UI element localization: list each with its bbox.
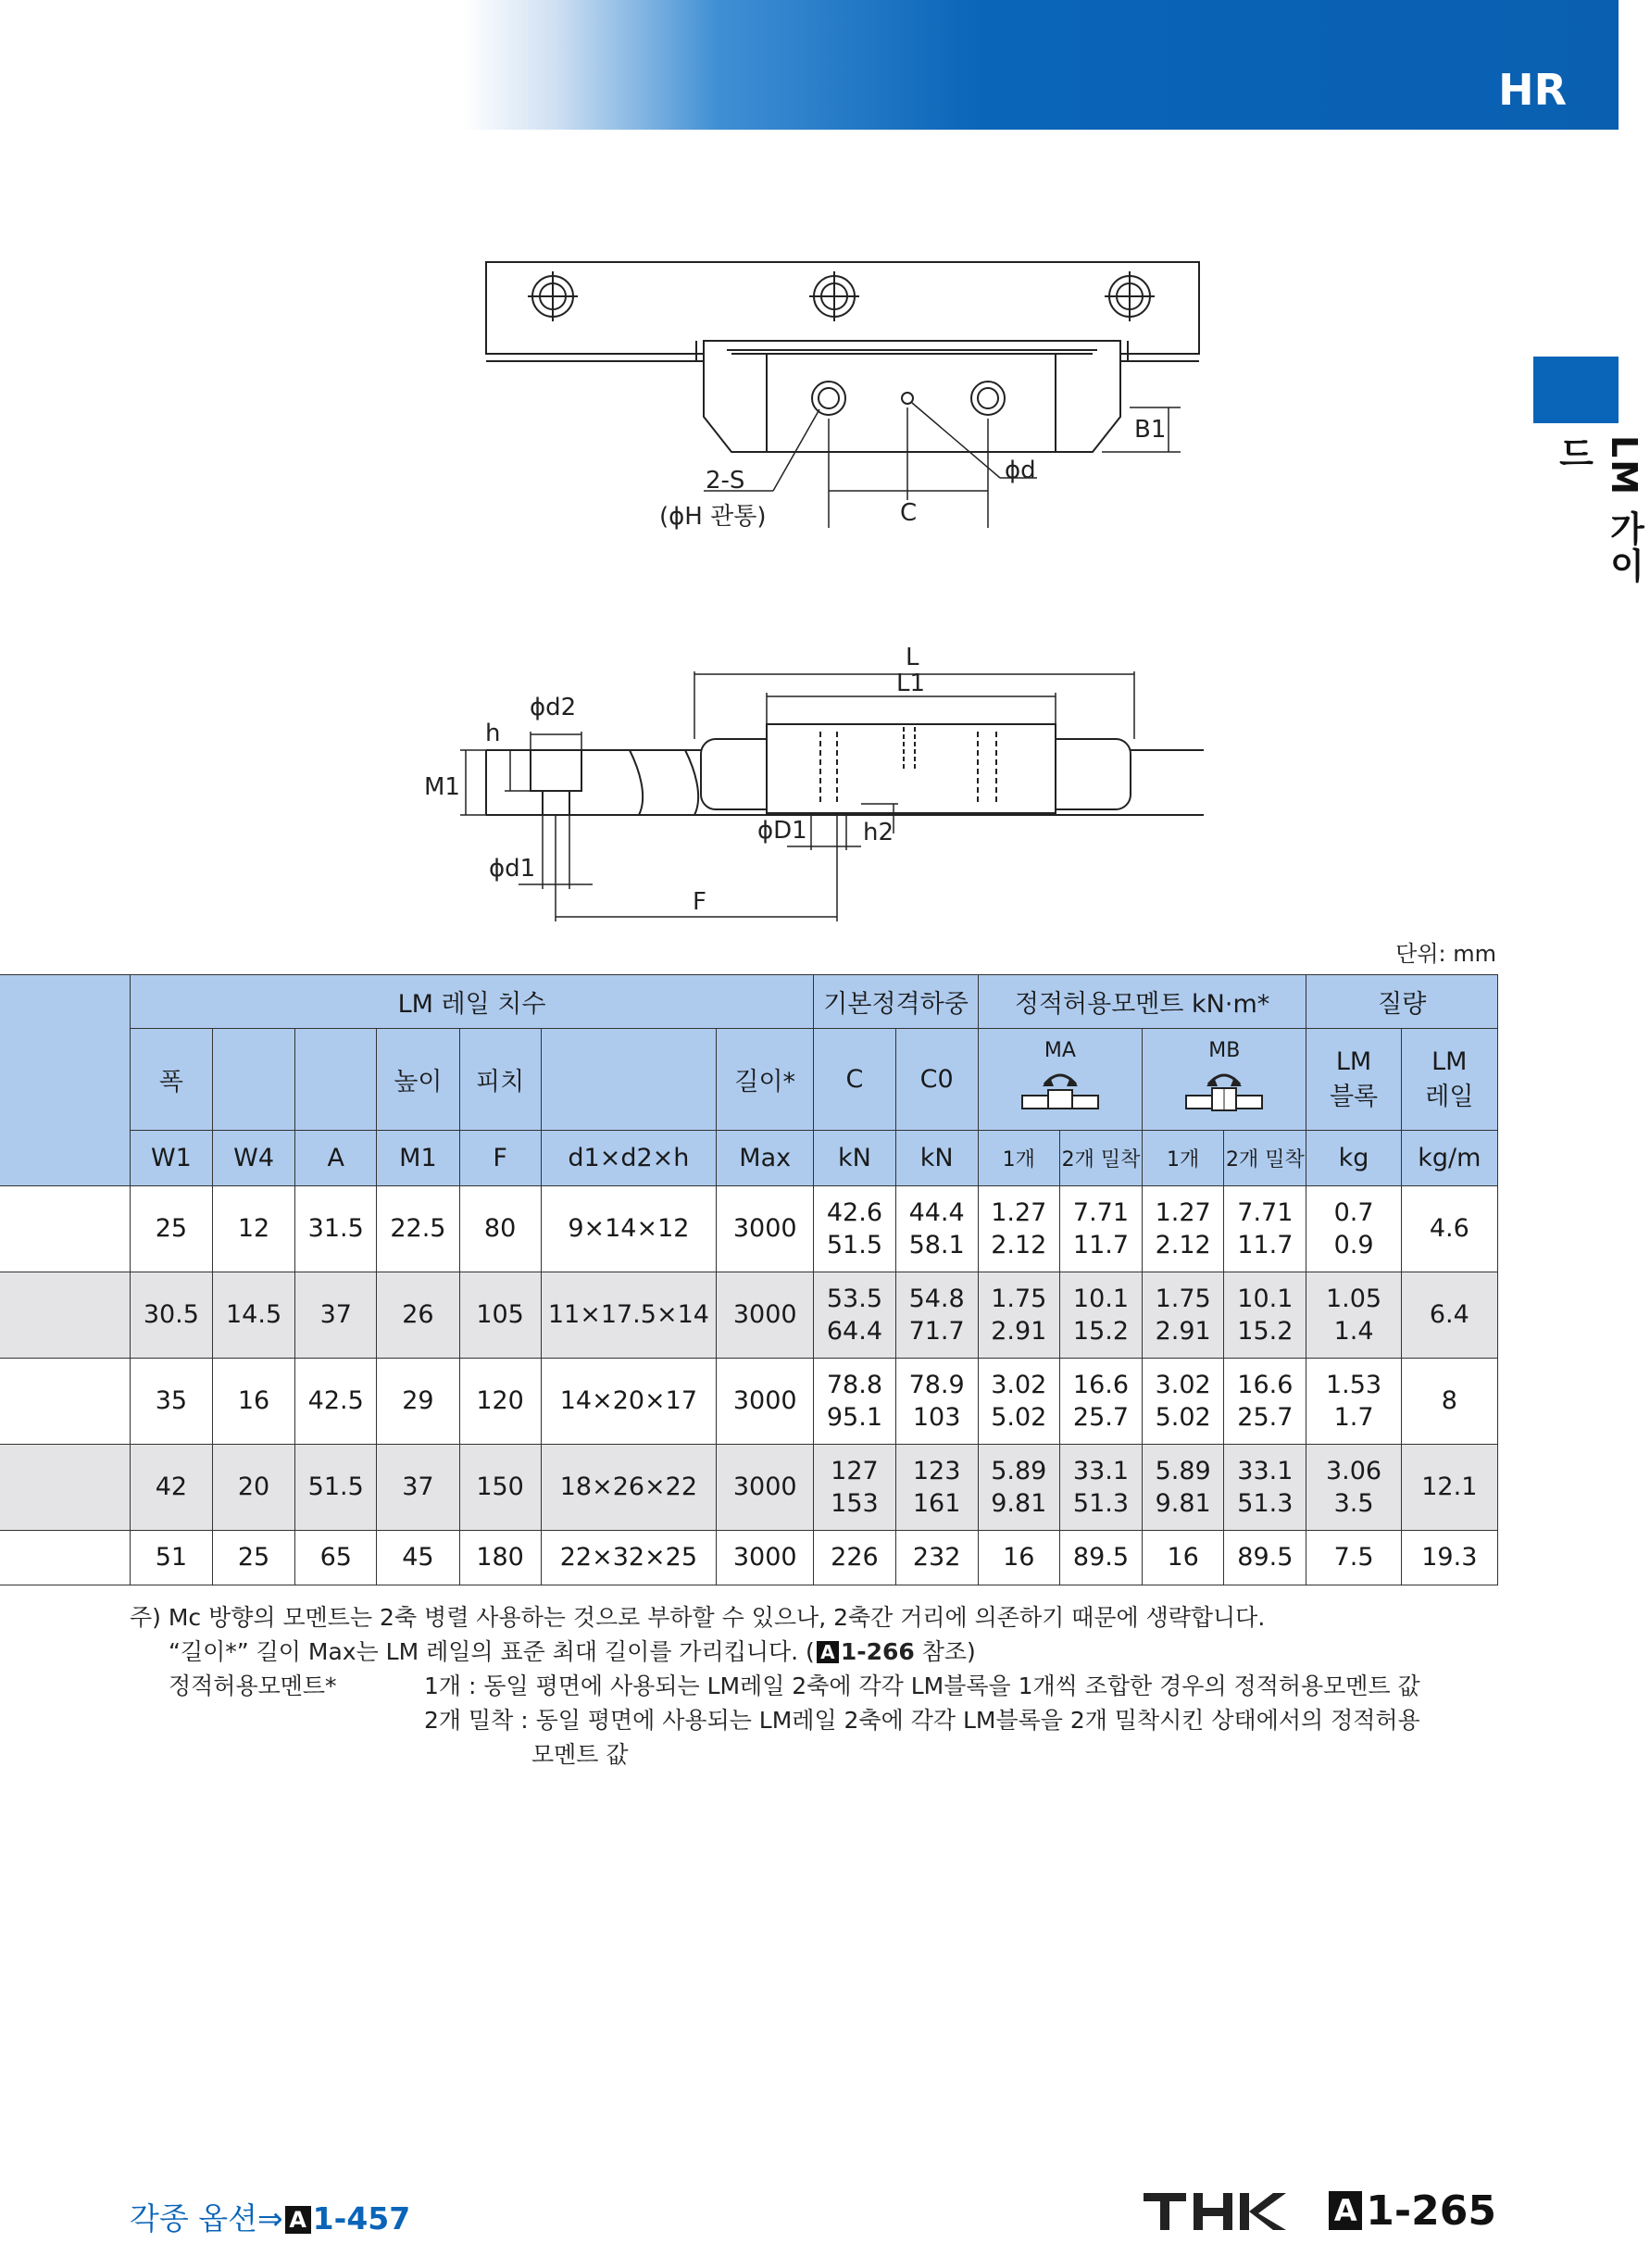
cell-ma2: 16.6 25.7 xyxy=(1059,1359,1142,1445)
cell-ma1: 5.89 9.81 xyxy=(978,1445,1059,1531)
svg-text:M1: M1 xyxy=(424,773,460,801)
cell-f: 180 xyxy=(459,1531,541,1585)
cell-w1: 25 xyxy=(130,1186,212,1272)
note-2: “길이*” 길이 Max는 LM 레일의 표준 최대 길이를 가리킵니다. ( A 1-266 참조) xyxy=(169,1638,976,1665)
cell-mb2: 10.1 15.2 xyxy=(1224,1272,1306,1359)
cell-mb2: 7.71 11.7 xyxy=(1224,1186,1306,1272)
cell-ma1: 3.02 5.02 xyxy=(978,1359,1059,1445)
notes xyxy=(130,1600,1420,1772)
thk-logo xyxy=(1142,2187,1290,2234)
cell-rail: 19.3 xyxy=(1401,1531,1497,1585)
table-row xyxy=(0,1445,1498,1531)
cell-mb1: 1.75 2.91 xyxy=(1143,1272,1224,1359)
cell-w1: 35 xyxy=(130,1359,212,1445)
cell-c0: 232 xyxy=(895,1531,978,1585)
svg-text:C: C xyxy=(900,499,918,527)
cell-mb2: 33.1 51.3 xyxy=(1224,1445,1306,1531)
cell-m1: 37 xyxy=(377,1445,459,1531)
cell-c0: 78.9 103 xyxy=(895,1359,978,1445)
cell-rail: 4.6 xyxy=(1401,1186,1497,1272)
group-mass: 질량 xyxy=(1306,975,1498,1029)
cell-block: 3.06 3.5 xyxy=(1306,1445,1401,1531)
cell-mb1: 5.89 9.81 xyxy=(1143,1445,1224,1531)
cell-a: 31.5 xyxy=(295,1186,377,1272)
col-mb: MB xyxy=(1143,1029,1306,1131)
cell-f: 120 xyxy=(459,1359,541,1445)
svg-text:ϕd1: ϕd1 xyxy=(489,855,536,883)
cell-w4: 16 xyxy=(212,1359,294,1445)
cell-mb1: 16 xyxy=(1143,1531,1224,1585)
mb-icon xyxy=(1182,1062,1266,1114)
cell-dims: 22×32×25 xyxy=(541,1531,716,1585)
table-row xyxy=(0,1359,1498,1445)
cell-ma2: 7.71 11.7 xyxy=(1059,1186,1142,1272)
ma-icon xyxy=(1019,1062,1102,1114)
cell-ma2: 89.5 xyxy=(1059,1531,1142,1585)
svg-text:h: h xyxy=(485,720,501,747)
table-row xyxy=(0,1186,1498,1272)
col-width: 폭 xyxy=(130,1029,212,1131)
cell-dims: 11×17.5×14 xyxy=(541,1272,716,1359)
svg-text:F: F xyxy=(693,888,706,916)
cell-c: 53.5 64.4 xyxy=(814,1272,895,1359)
col-ma: MA xyxy=(978,1029,1142,1131)
svg-text:h2: h2 xyxy=(863,819,894,846)
cell-c: 226 xyxy=(814,1531,895,1585)
cell-w1: 51 xyxy=(130,1531,212,1585)
cell-block: 0.7 0.9 xyxy=(1306,1186,1401,1272)
note-3: 정적허용모멘트* 1개 : 동일 평면에 사용되는 LM레일 2축에 각각 LM블록을 1개씩 조합한 경우의 정적허용모멘트 값 xyxy=(169,1673,1420,1699)
cell-mb1: 3.02 5.02 xyxy=(1143,1359,1224,1445)
page-number: A 1-265 xyxy=(1329,2187,1496,2235)
cell-mb1: 1.27 2.12 xyxy=(1143,1186,1224,1272)
col-pitch: 피치 xyxy=(459,1029,541,1131)
cell-f: 80 xyxy=(459,1186,541,1272)
svg-text:L: L xyxy=(906,644,919,671)
cell-c: 42.6 51.5 xyxy=(814,1186,895,1272)
cell-mb2: 89.5 xyxy=(1224,1531,1306,1585)
note-4: 2개 밀착 : 동일 평면에 사용되는 LM레일 2축에 각각 LM블록을 2개 밀착시킨 상태에서의 정적허용 xyxy=(424,1707,1420,1734)
cell-max: 3000 xyxy=(717,1445,814,1531)
cell-a: 42.5 xyxy=(295,1359,377,1445)
group-basic-load: 기본정격하중 xyxy=(814,975,978,1029)
cell-max: 3000 xyxy=(717,1186,814,1272)
table-row xyxy=(0,1531,1498,1585)
cell-w4: 14.5 xyxy=(212,1272,294,1359)
spec-table xyxy=(0,974,1498,1585)
cell-dims: 18×26×22 xyxy=(541,1445,716,1531)
table-row xyxy=(0,1272,1498,1359)
note-5: 모멘트 값 xyxy=(531,1741,629,1768)
col-length: 길이* xyxy=(717,1029,814,1131)
units-row: W1 W4 A M1 F d1×d2×h Max kN kN 1개 2개 밀착 1개 2개 밀착 kg kg/m xyxy=(0,1131,1498,1186)
cell-a: 65 xyxy=(295,1531,377,1585)
col-lm-block: LM 블록 xyxy=(1306,1029,1401,1131)
cell-w4: 12 xyxy=(212,1186,294,1272)
cell-rail: 12.1 xyxy=(1401,1445,1497,1531)
cell-m1: 45 xyxy=(377,1531,459,1585)
cell-w4: 25 xyxy=(212,1531,294,1585)
cell-max: 3000 xyxy=(717,1531,814,1585)
note-1: 주) Mc 방향의 모멘트는 2축 병렬 사용하는 것으로 부하할 수 있으나, 2축간 거리에 의존하기 때문에 생략합니다. xyxy=(130,1604,1266,1631)
series-code: HR xyxy=(1498,65,1567,115)
technical-drawing xyxy=(0,0,1644,935)
cell-c: 127 153 xyxy=(814,1445,895,1531)
cell-c0: 44.4 58.1 xyxy=(895,1186,978,1272)
cell-a: 51.5 xyxy=(295,1445,377,1531)
cell-block: 1.05 1.4 xyxy=(1306,1272,1401,1359)
cell-block: 7.5 xyxy=(1306,1531,1401,1585)
cell-dims: 9×14×12 xyxy=(541,1186,716,1272)
cell-rail: 6.4 xyxy=(1401,1272,1497,1359)
model-column-header xyxy=(0,975,130,1186)
cell-c0: 54.8 71.7 xyxy=(895,1272,978,1359)
cell-m1: 29 xyxy=(377,1359,459,1445)
group-rail-dims: LM 레일 치수 xyxy=(130,975,814,1029)
cell-ma1: 1.27 2.12 xyxy=(978,1186,1059,1272)
svg-text:ϕd2: ϕd2 xyxy=(530,694,577,721)
svg-text:L1: L1 xyxy=(896,670,926,697)
svg-text:2-S: 2-S xyxy=(706,467,745,495)
top-view xyxy=(486,262,1199,528)
cell-f: 150 xyxy=(459,1445,541,1531)
side-tab-label: LM 가이드 xyxy=(1553,435,1644,585)
options-link[interactable]: 각종 옵션⇒ A 1-457 xyxy=(130,2200,411,2237)
cell-a: 37 xyxy=(295,1272,377,1359)
col-c0: C0 xyxy=(895,1029,978,1131)
cell-m1: 22.5 xyxy=(377,1186,459,1272)
cell-max: 3000 xyxy=(717,1359,814,1445)
cell-rail: 8 xyxy=(1401,1359,1497,1445)
cell-mb2: 16.6 25.7 xyxy=(1224,1359,1306,1445)
cell-ma2: 10.1 15.2 xyxy=(1059,1272,1142,1359)
cell-ma2: 33.1 51.3 xyxy=(1059,1445,1142,1531)
col-height: 높이 xyxy=(377,1029,459,1131)
svg-text:ϕD1: ϕD1 xyxy=(757,817,807,845)
cell-block: 1.53 1.7 xyxy=(1306,1359,1401,1445)
svg-text:B1: B1 xyxy=(1134,416,1167,444)
cell-w4: 20 xyxy=(212,1445,294,1531)
cell-ma1: 1.75 2.91 xyxy=(978,1272,1059,1359)
cell-w1: 42 xyxy=(130,1445,212,1531)
svg-text:(ϕH 관통): (ϕH 관통) xyxy=(659,503,767,531)
cell-c: 78.8 95.1 xyxy=(814,1359,895,1445)
col-lm-rail: LM 레일 xyxy=(1401,1029,1497,1131)
group-moment: 정적허용모멘트 kN·m* xyxy=(978,975,1306,1029)
cell-f: 105 xyxy=(459,1272,541,1359)
cell-c0: 123 161 xyxy=(895,1445,978,1531)
cell-ma1: 16 xyxy=(978,1531,1059,1585)
table-body xyxy=(0,1186,1498,1585)
cell-max: 3000 xyxy=(717,1272,814,1359)
col-c: C xyxy=(814,1029,895,1131)
cell-m1: 26 xyxy=(377,1272,459,1359)
unit-label: 단위: mm xyxy=(1395,941,1496,967)
cell-dims: 14×20×17 xyxy=(541,1359,716,1445)
svg-text:ϕd: ϕd xyxy=(1005,457,1036,484)
cell-w1: 30.5 xyxy=(130,1272,212,1359)
